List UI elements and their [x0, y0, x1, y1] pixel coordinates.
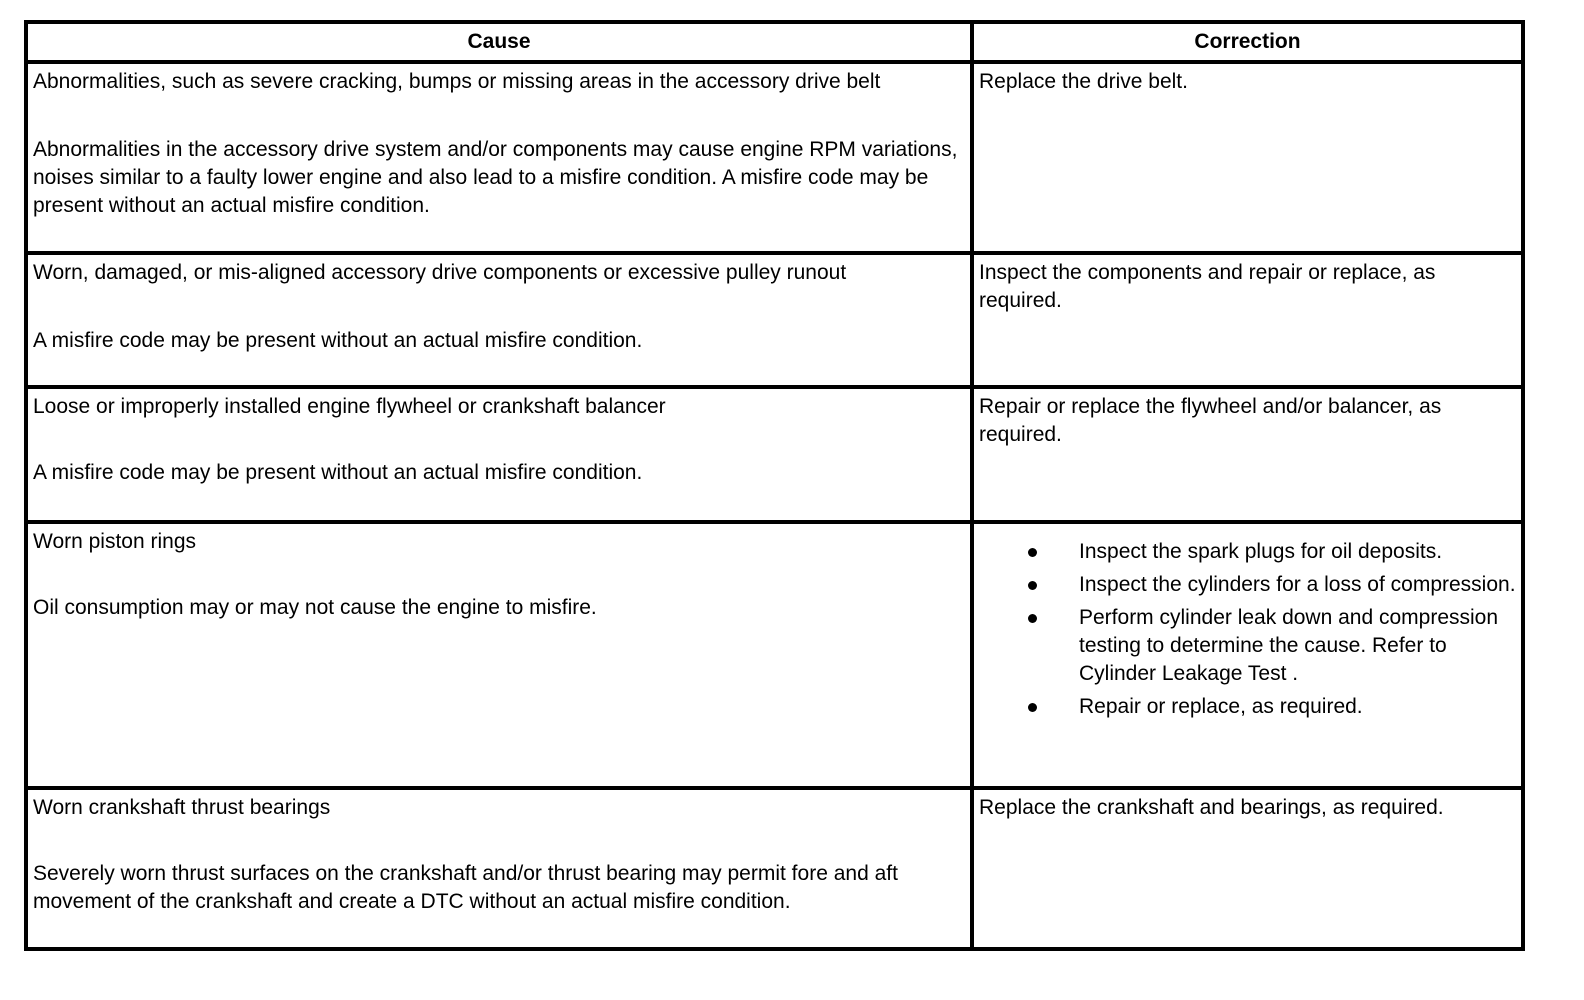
cause-cell [26, 253, 972, 387]
cause-note: Severely worn thrust surfaces on the crankshaft and/or thrust bearing may permit fore and aft movement of the crankshaft and create a DTC without an actual misfire condition. [33, 862, 898, 913]
correction-text: Repair or replace the flywheel and/or balancer, as required. [979, 395, 1442, 446]
list-item-text: Inspect the cylinders for a loss of compression. [1079, 573, 1516, 596]
cause-title: Loose or improperly installed engine flywheel or crankshaft balancer [33, 395, 666, 418]
cause-cell [26, 62, 972, 253]
cause-title: Worn, damaged, or mis-aligned accessory drive components or excessive pulley runout [33, 261, 847, 284]
header-row [26, 22, 1523, 62]
cause-title: Worn piston rings [33, 530, 197, 553]
correction-text: Replace the crankshaft and bearings, as required. [979, 796, 1444, 819]
table-row [26, 387, 1523, 522]
table-row [26, 788, 1523, 949]
table-row [26, 62, 1523, 253]
correction-cell [972, 788, 1523, 949]
correction-list [979, 538, 1516, 721]
bullet-icon [1028, 581, 1037, 590]
list-item [1079, 571, 1516, 599]
correction-cell [972, 253, 1523, 387]
correction-text: Inspect the components and repair or replace, as required. [979, 261, 1436, 312]
list-item [1079, 693, 1516, 721]
cause-column-header: Cause [26, 22, 972, 62]
list-item-text: Inspect the spark plugs for oil deposits. [1079, 540, 1443, 563]
table-row [26, 253, 1523, 387]
list-item-text: Perform cylinder leak down and compression testing to determine the cause. Refer to Cylinder Leakage Test . [1079, 606, 1499, 685]
list-item [1079, 604, 1516, 688]
cause-note: A misfire code may be present without an actual misfire condition. [33, 461, 643, 484]
bullet-icon [1028, 614, 1037, 623]
bullet-icon [1028, 548, 1037, 557]
cause-note: A misfire code may be present without an actual misfire condition. [33, 329, 643, 352]
cause-cell [26, 387, 972, 522]
cause-note: Abnormalities in the accessory drive system and/or components may cause engine RPM variations, noises similar to a faulty lower engine and also lead to a misfire condition. A misfire code may be present without an actual misfire condition. [33, 138, 958, 217]
cause-cell [26, 522, 972, 788]
correction-column-header: Correction [972, 22, 1523, 62]
cause-title: Abnormalities, such as severe cracking, bumps or missing areas in the accessory drive belt [33, 70, 881, 93]
correction-cell [972, 387, 1523, 522]
correction-cell [972, 62, 1523, 253]
list-item [1079, 538, 1516, 566]
cause-cell [26, 788, 972, 949]
table-row [26, 522, 1523, 788]
correction-cell [972, 522, 1523, 788]
bullet-icon [1028, 703, 1037, 712]
cause-title: Worn crankshaft thrust bearings [33, 796, 331, 819]
cause-note: Oil consumption may or may not cause the engine to misfire. [33, 596, 597, 619]
correction-text: Replace the drive belt. [979, 70, 1188, 93]
list-item-text: Repair or replace, as required. [1079, 695, 1363, 718]
cause-correction-table [24, 20, 1525, 951]
